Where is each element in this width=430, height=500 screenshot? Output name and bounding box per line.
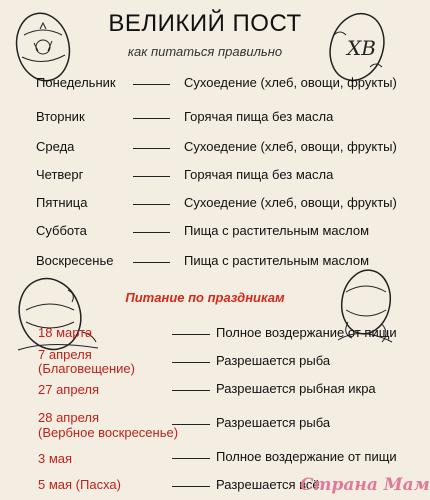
- day-food: Сухоедение (хлеб, овощи, фрукты): [184, 139, 397, 154]
- separator-dash: [172, 424, 210, 425]
- holiday-date-note: (Благовещение): [38, 361, 135, 376]
- separator-dash: [133, 262, 170, 263]
- separator-dash: [172, 334, 210, 335]
- holidays-heading: Питание по праздникам: [125, 290, 285, 305]
- page-subtitle: как питаться правильно: [127, 44, 283, 59]
- holiday-date: 5 мая (Пасха): [38, 477, 121, 492]
- holiday-date: 7 апреля: [38, 347, 92, 362]
- easter-egg-icon: [8, 270, 108, 356]
- day-label: Воскресенье: [36, 253, 114, 268]
- day-label: Понедельник: [36, 75, 116, 90]
- day-food: Сухоедение (хлеб, овощи, фрукты): [184, 75, 397, 90]
- day-food: Горячая пища без масла: [184, 167, 334, 182]
- separator-dash: [172, 486, 210, 487]
- page-title: ВЕЛИКИЙ ПОСТ: [108, 10, 302, 37]
- day-food: Пища с растительным маслом: [184, 253, 370, 268]
- holiday-food: Разрешается рыбная икра: [216, 381, 376, 396]
- holiday-food: Полное воздержание от пищи: [216, 325, 397, 340]
- separator-dash: [133, 148, 170, 149]
- day-food: Горячая пища без масла: [184, 109, 334, 124]
- holiday-date-note: (Вербное воскресенье): [38, 425, 179, 440]
- holiday-date: 28 апреля: [38, 410, 99, 425]
- holiday-food: Разрешается рыба: [216, 415, 331, 430]
- holiday-food: Разрешается всё: [216, 477, 320, 492]
- separator-dash: [133, 204, 170, 205]
- easter-egg-icon: [322, 5, 392, 85]
- holiday-date: 27 апреля: [38, 382, 99, 397]
- separator-dash: [172, 390, 210, 391]
- separator-dash: [133, 232, 170, 233]
- svg-text:ХВ: ХВ: [347, 36, 376, 60]
- holiday-food: Полное воздержание от пищи: [216, 449, 397, 464]
- day-label: Пятница: [36, 195, 88, 210]
- holiday-date: 18 марта: [38, 325, 93, 340]
- day-label: Четверг: [36, 167, 84, 182]
- day-food: Пища с растительным маслом: [184, 223, 370, 238]
- day-food: Сухоедение (хлеб, овощи, фрукты): [184, 195, 397, 210]
- easter-egg-icon: [10, 5, 76, 85]
- separator-dash: [133, 84, 170, 85]
- holiday-food: Разрешается рыба: [216, 353, 331, 368]
- separator-dash: [172, 362, 210, 363]
- day-label: Среда: [36, 139, 75, 154]
- day-label: Суббота: [36, 223, 87, 238]
- separator-dash: [133, 118, 170, 119]
- watermark-logo: Страна Мам: [300, 475, 430, 495]
- separator-dash: [133, 176, 170, 177]
- holiday-date: 3 мая: [38, 451, 73, 466]
- day-label: Вторник: [36, 109, 85, 124]
- separator-dash: [172, 458, 210, 459]
